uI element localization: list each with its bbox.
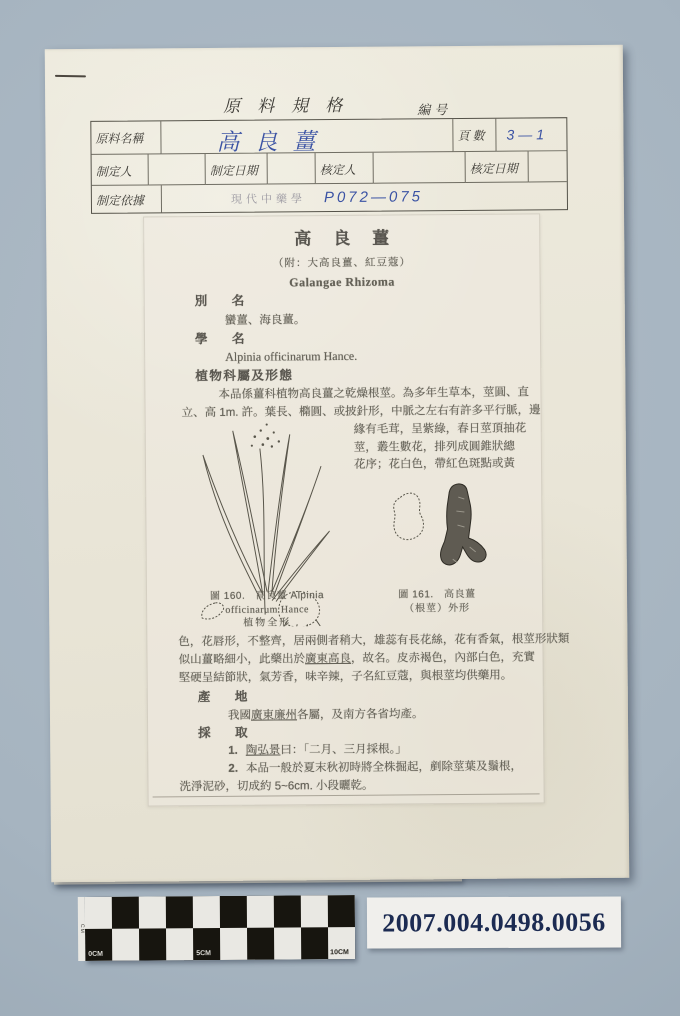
habitat-section-header: 產 地 [197,689,254,705]
place-name-underlined: 廣東高良 [304,652,352,666]
collection-item-2-continued: 洗淨泥砂，切成約 5~6cm. 小段曬乾。 [179,779,374,794]
collection-section-header: 採 取 [198,725,254,741]
person-name-underlined: 陶弘景 [245,744,281,757]
scale-side-label: CM [78,897,85,961]
checker-value-empty [374,152,466,184]
check-date-value-empty [529,151,567,182]
text-segment: 曰：「二月、三月採根。」 [280,743,407,757]
alias-text: 蠻薑、海良薑。 [224,314,306,327]
morphology-section-header: 植物科屬及形態 [195,368,294,384]
maker-label: 制定人 [92,154,149,185]
catalog-number: 2007.004.0498.0056 [382,907,606,937]
latin-drug-name: Galangae Rhizoma [289,274,395,290]
rhizome-illustration [374,477,495,596]
morphology-right-line-1: 緣有毛茸，呈紫綠，春日莖頂抽花 [353,422,527,436]
place-name-underlined: 廣東廉州 [250,709,298,722]
morphology-right-line-2: 莖，叢生數花，排列成圓錐狀總 [353,440,515,454]
collection-item-2 [228,760,522,777]
article-subtitle: （附：大高良薑、紅豆蔻） [272,256,411,270]
collection-item-1 [228,742,407,758]
pen-dash-mark [55,75,86,78]
scientific-name-text: Alpinia officinarum Hance. [225,348,358,364]
scale-0cm-label: 0CM [88,950,103,958]
text-segment: ，故名。皮赤褐色，內部白色，充實 [350,651,536,665]
photo-scale-bar [78,895,355,961]
basis-value-cell [162,182,567,212]
make-date-label: 制定日期 [206,154,268,185]
morphology-below-line-3: 堅硬呈結節狀，氣芳香，味辛辣，子名紅豆蔻，與根莖均供藥用。 [178,669,513,685]
morphology-line-2: 立、高 1m. 許。葉長、橢圓、或披針形，中脈之左右有許多平行脈，邊 [181,404,541,420]
text-segment: 似山薑略細小，此藥出於 [178,653,306,667]
scientific-name-header: 學 名 [194,331,251,347]
basis-page-range: P072—075 [323,188,424,207]
morphology-below-line-2 [178,650,535,668]
habitat-text [228,707,424,724]
scale-10cm-label: 10CM [330,949,349,957]
catalog-number-label [367,896,621,948]
morphology-right-line-3: 花序；花白色，帶紅色斑點或黃 [353,457,516,471]
form-title: 原料規格 [223,95,360,116]
spec-form-table [90,117,568,214]
checker-label: 核定人 [316,153,374,184]
alias-section-header: 別 名 [194,293,251,309]
left-figure-caption-line2: officinarum Hance [225,604,309,616]
morphology-line-1: 本品係薑科植物高良薑之乾燥根莖。為多年生草本，莖圓、直 [218,386,529,401]
make-date-value-empty [268,153,316,184]
check-date-label: 核定日期 [466,151,529,182]
right-figure-caption-line1: 圖 161. 高良薑 [398,588,476,601]
pages-label: 頁數 [453,119,496,152]
document-sheet [45,45,630,883]
left-figure-caption-line1: 圖 160. 高良薑 Alpinia [209,590,325,603]
text-segment: 各屬，及南方各省均產。 [296,708,424,722]
morphology-below-line-1: 色，花唇形，不整齊，居兩側者稍大，雄蕊有長花絲，花有香氣，根莖形狀類 [178,633,570,649]
item-number: 1. [228,744,238,757]
text-segment: 本品一般於夏末秋初時將全株掘起，剷除莖葉及鬚根， [245,760,523,775]
left-figure-caption-line3: 植物全形 [243,617,292,629]
text-segment: 我國 [227,709,252,722]
article-title: 高良薑 [294,228,412,249]
right-figure-caption-line2: （根莖）外形 [404,602,471,615]
material-name-label: 原料名稱 [91,121,161,155]
basis-label: 制定依據 [92,185,162,213]
basis-book-stamp: 現代中藥學 [230,193,306,206]
printed-article-page [143,213,570,806]
item-number: 2. [228,762,239,775]
material-name-value: 高良薑 [161,119,453,154]
serial-number-label: 編号 [417,102,452,118]
scale-5cm-label: 5CM [196,950,211,958]
pages-value: 3—1 [496,118,566,152]
maker-value-empty [149,154,206,185]
